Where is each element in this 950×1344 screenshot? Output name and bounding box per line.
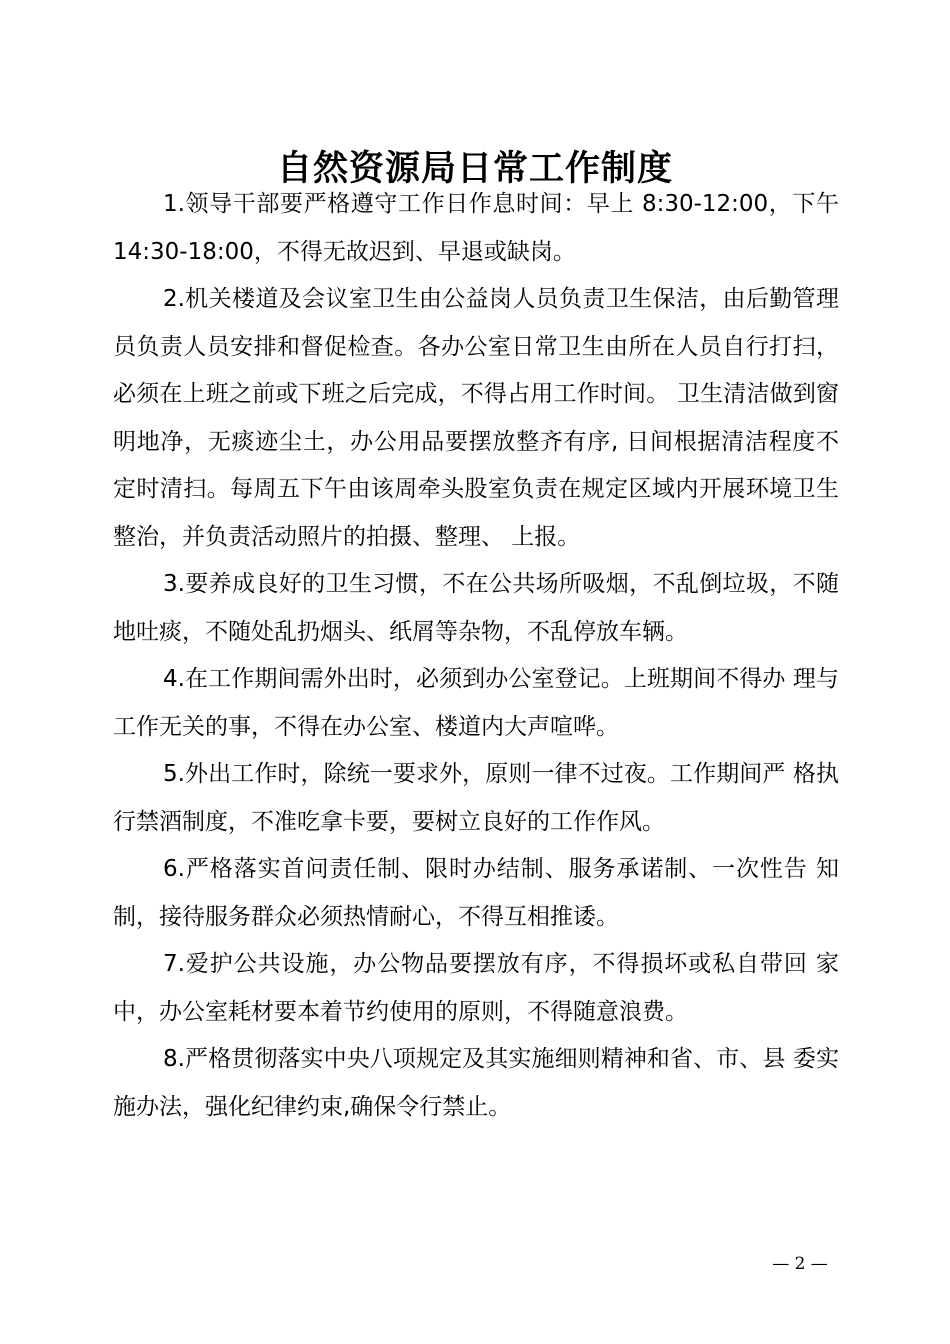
rule-paragraph-3: 3.要养成良好的卫生习惯，不在公共场所吸烟，不乱倒垃圾，不随地吐痰，不随处乱扔烟头、纸屑等杂物，不乱停放车辆。 bbox=[113, 571, 839, 645]
page-number: — 2 — bbox=[772, 1254, 828, 1274]
rule-paragraph-8: 8.严格贯彻落实中央八项规定及其实施细则精神和省、市、县 委实施办法，强化纪律约束,确保令行禁止。 bbox=[113, 1046, 839, 1120]
rule-paragraph-5: 5.外出工作时，除统一要求外，原则一律不过夜。工作期间严 格执行禁酒制度，不准吃拿卡要，要树立良好的工作作风。 bbox=[113, 761, 839, 835]
rule-paragraph-2: 2.机关楼道及会议室卫生由公益岗人员负责卫生保洁，由后勤管理员负责人员安排和督促检查。各办公室日常卫生由所在人员自行打扫，必须在上班之前或下班之后完成，不得占用工作时间。 卫生清洁做到窗明地净，无痰迹尘土，办公用品要摆放整齐有序, 日间根据清洁程度不定时清扫。每周五下午由该周牵头股室负责在规定区域内开展环境卫生整治，并负责活动照片的拍摄、整理、 上报。 bbox=[113, 286, 839, 550]
document-title: 自然资源局日常工作制度 bbox=[276, 148, 673, 190]
rule-paragraph-4: 4.在工作期间需外出时，必须到办公室登记。上班期间不得办 理与工作无关的事，不得在办公室、楼道内大声喧哗。 bbox=[113, 666, 839, 740]
rule-paragraph-1: 1.领导干部要严格遵守工作日作息时间：早上 8:30-12:00，下午 14:30-18:00，不得无故迟到、早退或缺岗。 bbox=[113, 191, 839, 265]
document-body bbox=[113, 181, 839, 1131]
rule-paragraph-6: 6.严格落实首问责任制、限时办结制、服务承诺制、一次性告 知制，接待服务群众必须热情耐心，不得互相推诿。 bbox=[113, 856, 839, 930]
rule-paragraph-7: 7.爱护公共设施，办公物品要摆放有序，不得损坏或私自带回 家中，办公室耗材要本着节约使用的原则，不得随意浪费。 bbox=[113, 951, 839, 1025]
